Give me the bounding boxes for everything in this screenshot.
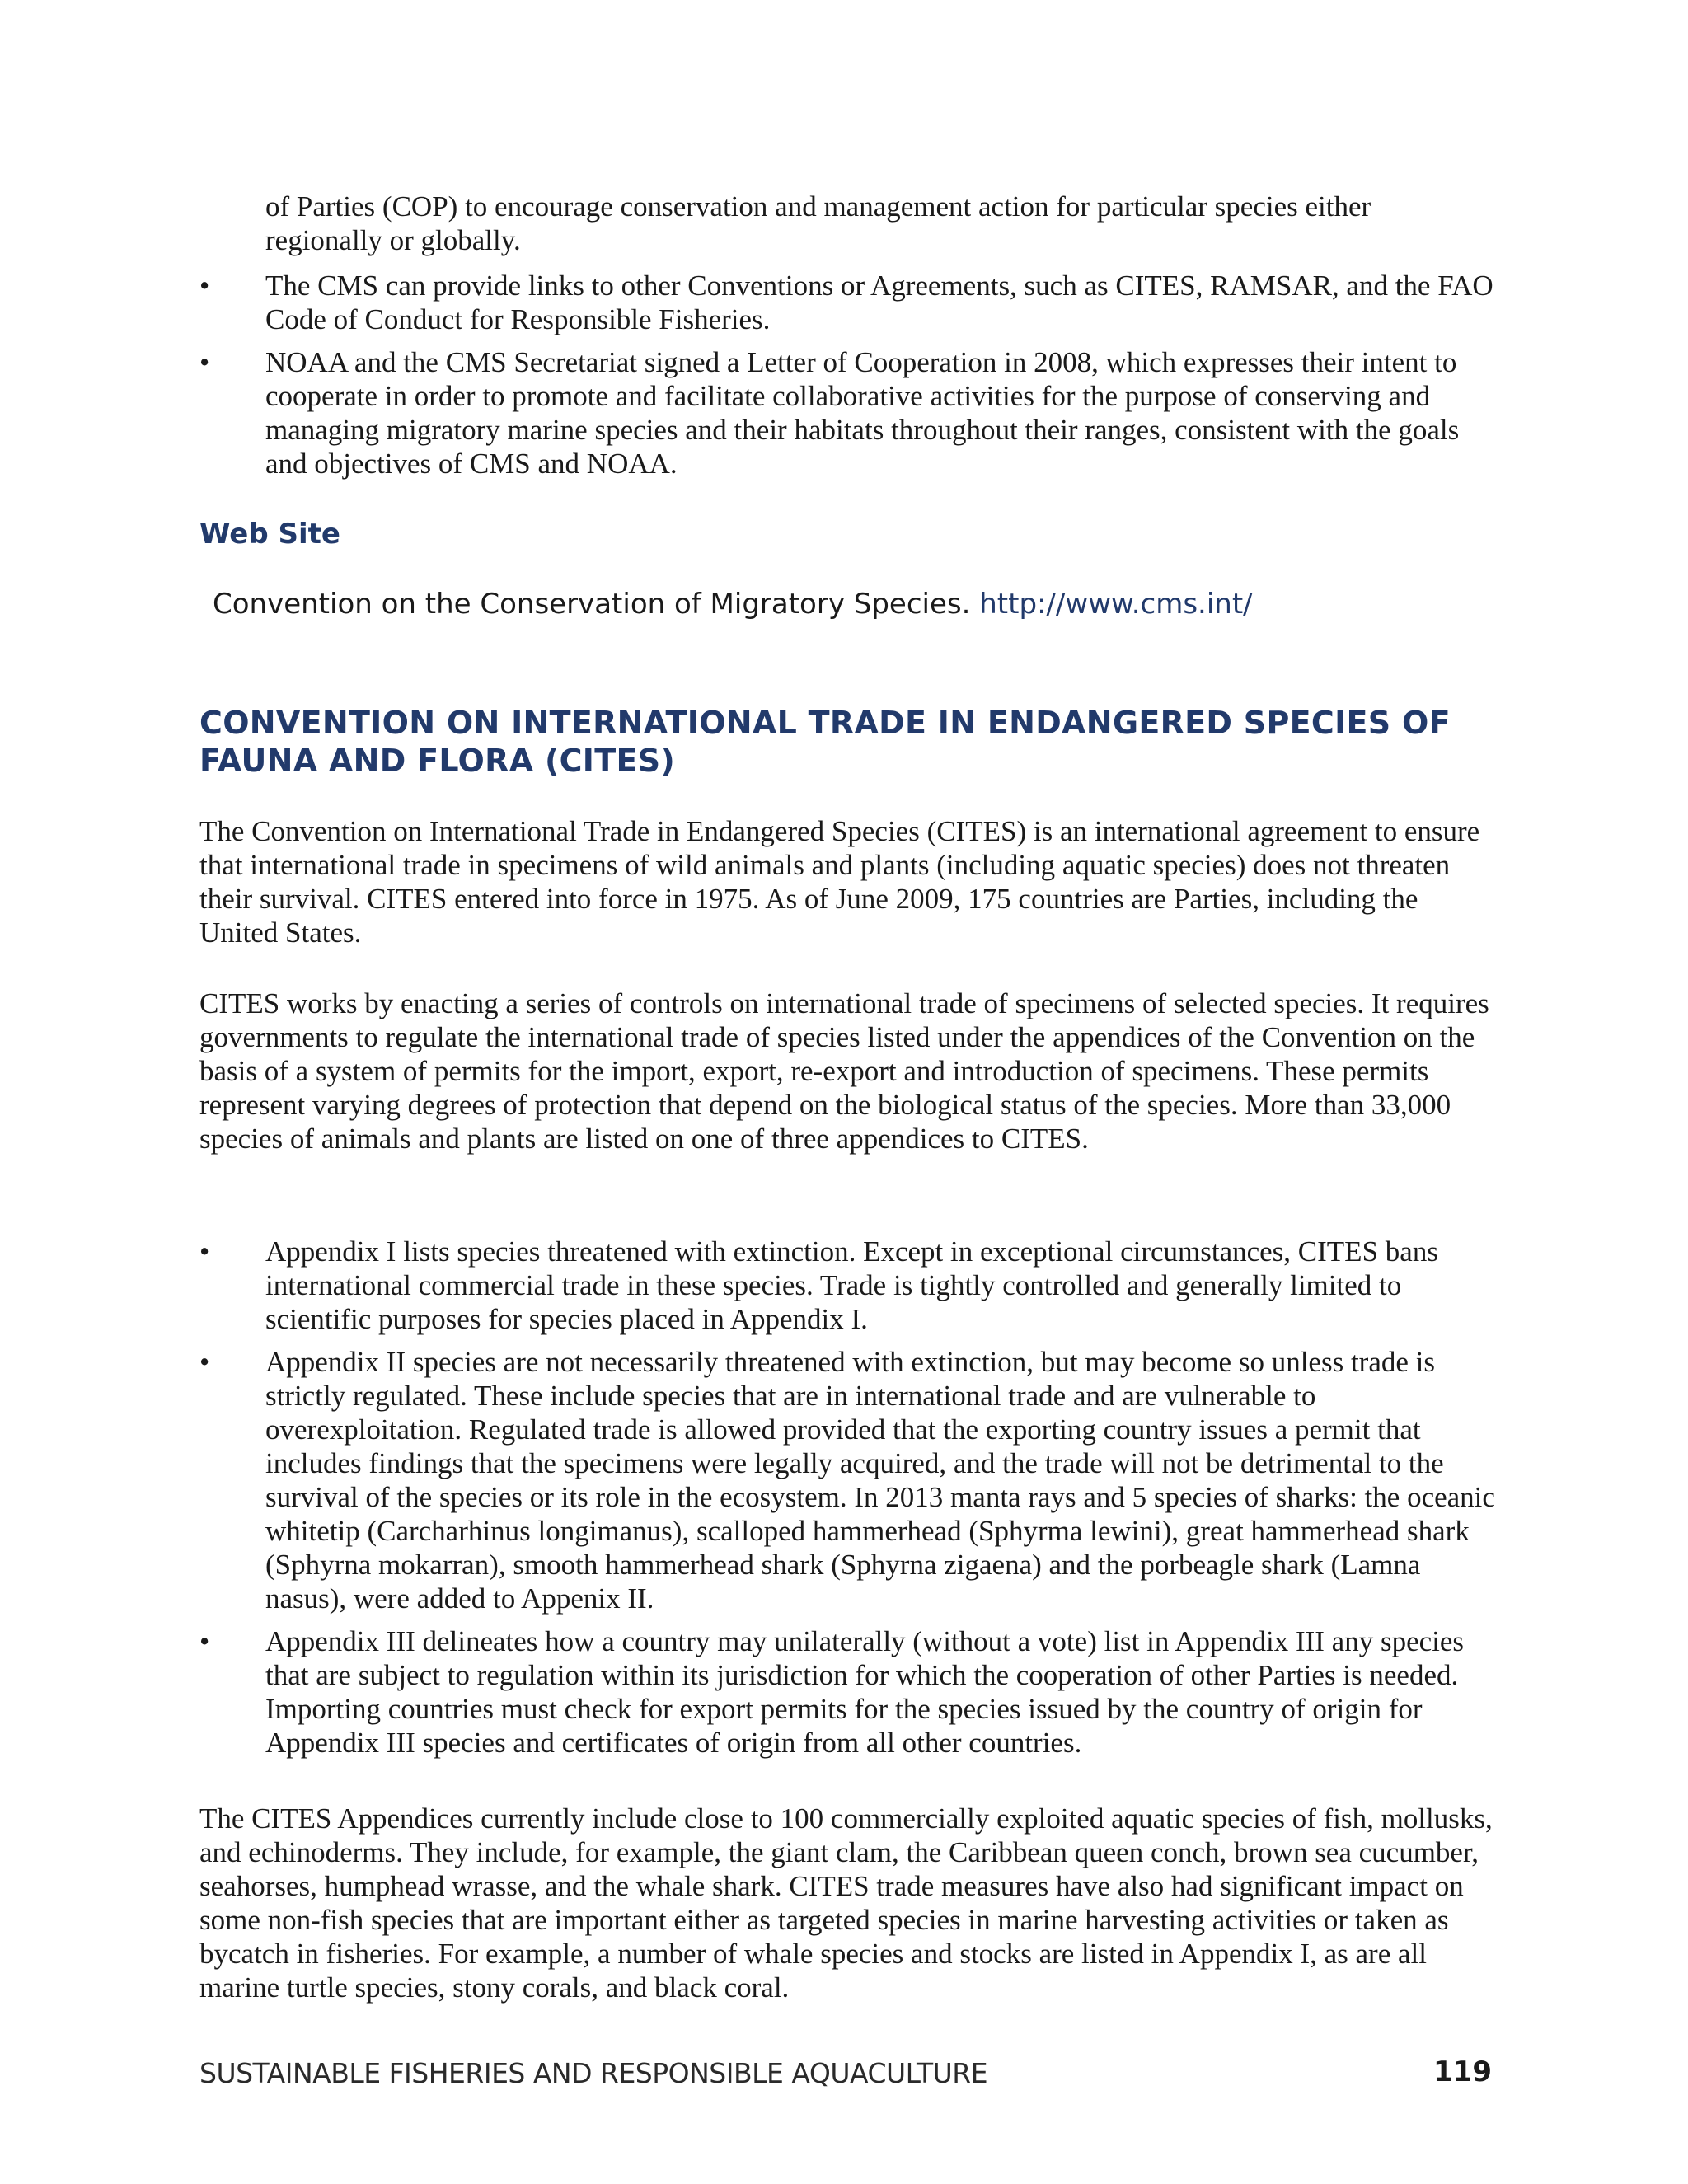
web-site-heading: Web Site: [199, 518, 340, 551]
list-item: [199, 1345, 1502, 1615]
bullet-text: The CMS can provide links to other Conventions or Agreements, such as CITES, RAMSAR, and the FAO Code of Conduct for Responsible Fisheries.: [265, 269, 1493, 335]
bullet-marker: •: [199, 1346, 210, 1378]
bullet-text: Appendix III delineates how a country may unilaterally (without a vote) list in Appendix III any species that are subject to regulation within its jurisdiction for which the cooperation of other Parties is needed. Importing countries must check for export permits for the species issued by the country of origin for Appendix III species and certificates of origin from all other countries.: [265, 1625, 1465, 1759]
cms-bullet-list: [199, 269, 1493, 480]
list-item: [199, 269, 1493, 336]
bullet-text: Appendix I lists species threatened with extinction. Except in exceptional circumstances, CITES bans international commercial trade in these species. Trade is tightly controlled and generally limited to scientific purposes for species placed in Appendix I.: [265, 1235, 1438, 1335]
appendix-bullet-list: [199, 1235, 1502, 1760]
bullet-marker: •: [199, 346, 210, 378]
cites-paragraph-appendices: The CITES Appendices currently include close to 100 commercially exploited aquatic species of fish, mollusks, and echinoderms. They include, for example, the giant clam, the Caribbean queen conch, brown sea cucumber, seahorses, humphead wrasse, and the whale shark. CITES trade measures have also had significant impact on some non-fish species that are important either as targeted species in marine harvesting activities or taken as bycatch in fisheries. For example, a number of whale species and stocks are listed in Appendix I, as are all marine turtle species, stony corals, and black coral.: [199, 1802, 1493, 2004]
list-item: [199, 1235, 1502, 1336]
page-number: 119: [1433, 2055, 1492, 2088]
bullet-marker: •: [199, 1235, 210, 1268]
continued-bullet-text: of Parties (COP) to encourage conservation and management action for particular species either regionally or globally.: [265, 190, 1372, 256]
bullet-marker: •: [199, 1625, 210, 1657]
web-site-entry: [213, 588, 1253, 621]
cites-section-title: CONVENTION ON INTERNATIONAL TRADE IN ENDANGERED SPECIES OF FAUNA AND FLORA (CITES): [199, 705, 1451, 779]
running-footer-title: SUSTAINABLE FISHERIES AND RESPONSIBLE AQUACULTURE: [199, 2057, 988, 2089]
cites-paragraph-controls: CITES works by enacting a series of controls on international trade of specimens of selected species. It requires governments to regulate the international trade of species listed under the appendices of the Convention on the basis of a system of permits for the import, export, re-export and introduction of specimens. These permits represent varying degrees of protection that depend on the biological status of the species. More than 33,000 species of animals and plants are listed on one of three appendices to CITES.: [199, 987, 1489, 1155]
cites-paragraph-intro: The Convention on International Trade in Endangered Species (CITES) is an international agreement to ensure that international trade in specimens of wild animals and plants (including aquatic species) does not threaten their survival. CITES entered into force in 1975. As of June 2009, 175 countries are Parties, including the United States.: [199, 815, 1480, 949]
bullet-marker: •: [199, 269, 210, 302]
bullet-text: Appendix II species are not necessarily threatened with extinction, but may become so unless trade is strictly regulated. These include species that are in international trade and are vulnerable to overexploitation. Regulated trade is allowed provided that the exporting country issues a permit that includes findings that the specimens were legally acquired, and the trade will not be detrimental to the survival of the species or its role in the ecosystem. In 2013 manta rays and 5 species of sharks: the oceanic whitetip (Carcharhinus longimanus), scalloped hammerhead (Sphyrma lewini), great hammerhead shark (Sphyrna mokarran), smooth hammerhead shark (Sphyrna zigaena) and the porbeagle shark (Lamna nasus), were added to Appenix II.: [265, 1346, 1495, 1615]
list-item: [199, 345, 1493, 480]
list-item: [199, 1624, 1502, 1760]
bullet-text: NOAA and the CMS Secretariat signed a Letter of Cooperation in 2008, which expresses their intent to cooperate in order to promote and facilitate collaborative activities for the purpose of conserving and managing migratory marine species and their habitats throughout their ranges, consistent with the goals and objectives of CMS and NOAA.: [265, 346, 1460, 480]
cms-website-link[interactable]: http://www.cms.int/: [979, 588, 1253, 621]
web-site-entry-label: Convention on the Conservation of Migratory Species.: [213, 588, 971, 621]
